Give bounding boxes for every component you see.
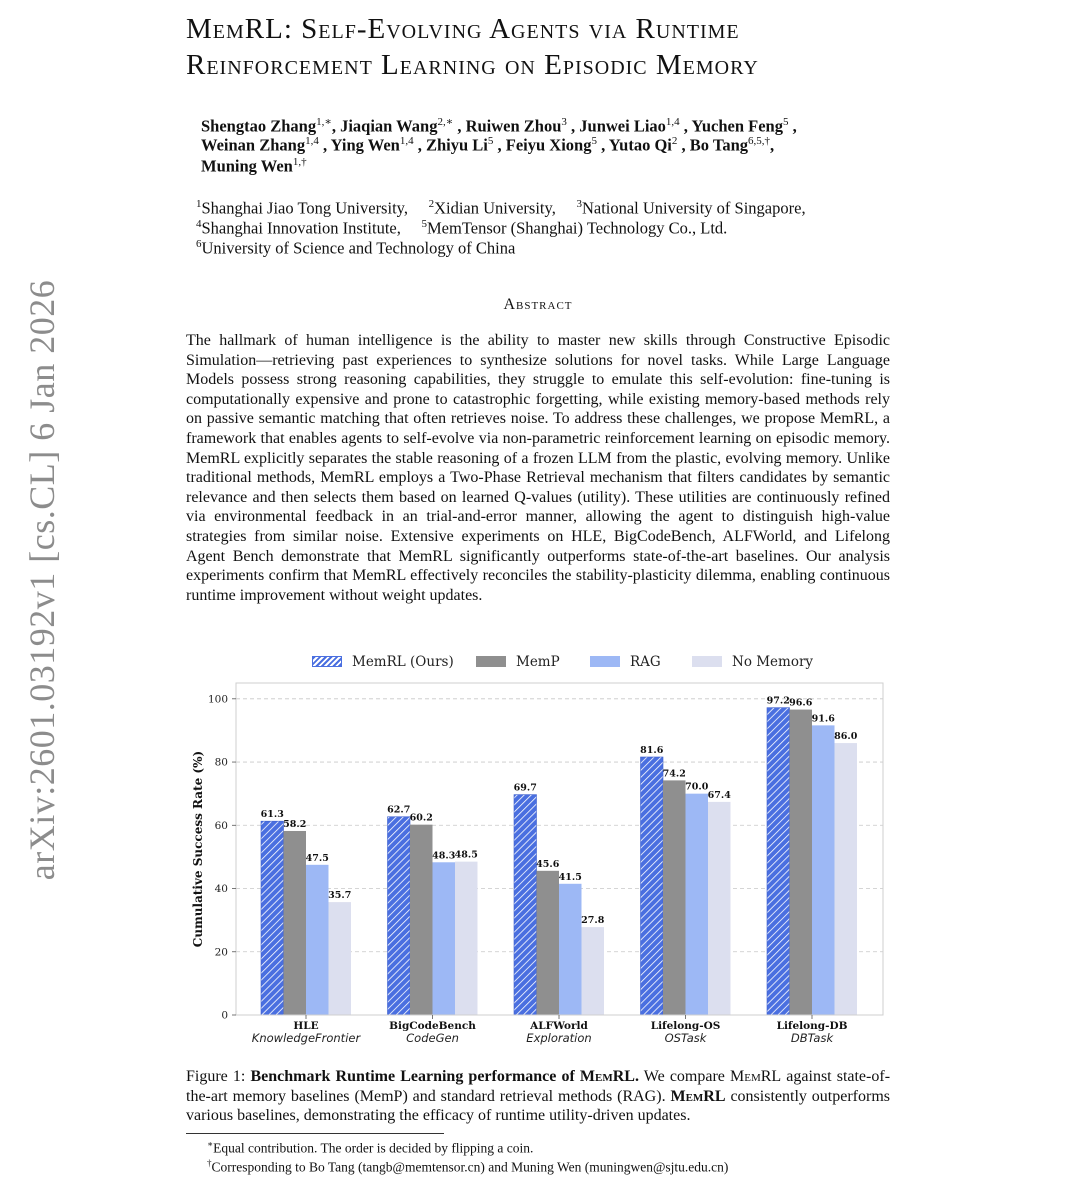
bar bbox=[708, 802, 731, 1015]
footnote-equal-contribution bbox=[207, 1139, 533, 1157]
author-name: Bo Tang bbox=[689, 135, 748, 155]
author-affil: 2 bbox=[671, 135, 678, 147]
affil-text: Shanghai Jiao Tong University, bbox=[201, 198, 429, 218]
author-sep: , bbox=[770, 135, 775, 155]
legend-swatch-no-memory bbox=[692, 656, 722, 667]
caption-name-bold: MemRL bbox=[670, 1087, 726, 1105]
author-affil: 6,5,† bbox=[748, 135, 770, 147]
bar-value-label: 62.7 bbox=[387, 804, 411, 816]
abstract-heading: Abstract bbox=[503, 296, 573, 313]
author-sep: , bbox=[596, 135, 609, 155]
bar bbox=[388, 817, 411, 1015]
x-category-subtitle: OSTask bbox=[664, 1031, 707, 1045]
caption-text: We compare bbox=[638, 1068, 731, 1085]
y-tick-label: 80 bbox=[214, 756, 228, 769]
author-sep: , bbox=[679, 116, 692, 136]
author-affil: 1,4 bbox=[665, 116, 680, 128]
author-affil: 5 bbox=[782, 116, 789, 128]
author-line-2 bbox=[201, 135, 774, 156]
author-sep: , bbox=[318, 135, 331, 155]
bar bbox=[559, 884, 582, 1015]
bar-value-label: 69.7 bbox=[513, 782, 537, 794]
bar-value-label: 41.5 bbox=[558, 871, 582, 883]
bar bbox=[306, 865, 329, 1015]
legend-swatch-memp bbox=[476, 656, 506, 667]
bar bbox=[514, 795, 537, 1015]
y-axis-label: Cumulative Success Rate (%) bbox=[191, 750, 205, 948]
footnote-corresponding bbox=[207, 1158, 728, 1176]
bar-value-label: 35.7 bbox=[328, 890, 352, 902]
bar-value-label: 58.2 bbox=[283, 818, 307, 830]
x-category-label: ALFWorld bbox=[530, 1020, 588, 1032]
affil-text: Xidian University, bbox=[434, 198, 577, 218]
affil-text: National University of Singapore, bbox=[581, 198, 806, 218]
author-affil: 3 bbox=[561, 116, 567, 128]
bar-value-label: 47.5 bbox=[305, 852, 329, 864]
bar-value-label: 27.8 bbox=[581, 915, 605, 927]
bar bbox=[686, 794, 709, 1015]
bar bbox=[329, 902, 352, 1015]
legend-swatch-rag bbox=[590, 656, 620, 667]
bar bbox=[641, 757, 664, 1015]
author-name: Junwei Liao bbox=[579, 116, 666, 136]
bar bbox=[284, 831, 307, 1015]
paper-title-line-2: Reinforcement Learning on Episodic Memory bbox=[186, 49, 759, 81]
legend-label: No Memory bbox=[732, 654, 814, 670]
bar bbox=[835, 743, 858, 1015]
arxiv-identifier: arXiv:2601.03192v1 [cs.CL] 6 Jan 2026 bbox=[22, 279, 62, 881]
author-sep: , bbox=[413, 135, 426, 155]
affil-number: 6 bbox=[196, 238, 202, 250]
bar-value-label: 48.3 bbox=[432, 850, 456, 862]
affil-number: 4 bbox=[196, 218, 202, 230]
affiliation-line-2 bbox=[196, 218, 727, 239]
paper-title-line-1: MemRL: Self-Evolving Agents via Runtime bbox=[186, 13, 740, 45]
author-name: Jiaqian Wang bbox=[340, 116, 438, 136]
author-name: Weinan Zhang bbox=[201, 135, 306, 155]
bar bbox=[767, 708, 790, 1015]
legend-item-memrl bbox=[312, 654, 454, 670]
author-name: Yuchen Feng bbox=[691, 116, 783, 136]
author-name: Muning Wen bbox=[201, 156, 293, 176]
x-category-subtitle: DBTask bbox=[790, 1031, 834, 1045]
caption-bold: Benchmark Runtime Learning performance of bbox=[250, 1068, 580, 1085]
legend-item-no-memory bbox=[692, 654, 813, 670]
author-sep: , bbox=[453, 116, 466, 136]
author-line-1 bbox=[201, 115, 797, 137]
affil-text: Shanghai Innovation Institute, bbox=[201, 218, 422, 238]
caption-prefix: Figure 1: bbox=[186, 1068, 251, 1085]
caption-bold-end: . bbox=[634, 1068, 639, 1085]
bar-value-label: 91.6 bbox=[811, 713, 835, 725]
affil-number: 2 bbox=[428, 198, 435, 210]
author-sep: , bbox=[677, 135, 690, 155]
affil-number: 1 bbox=[196, 198, 202, 210]
affil-number: 3 bbox=[576, 198, 582, 210]
caption-text: against state-of-the-art memory baselines (MemP) and standard retrieval methods (RAG). bbox=[186, 1068, 891, 1105]
legend-label: MemRL (Ours) bbox=[352, 654, 454, 670]
bar bbox=[582, 927, 605, 1015]
author-name: Ruiwen Zhou bbox=[465, 116, 562, 136]
author-affil: 2,∗ bbox=[437, 116, 454, 128]
author-name: Shengtao Zhang bbox=[201, 116, 317, 136]
legend-swatch-memrl bbox=[312, 656, 342, 667]
caption-name: MemRL bbox=[730, 1068, 782, 1085]
bar-value-label: 45.6 bbox=[536, 858, 560, 870]
author-name: Feiyu Xiong bbox=[505, 135, 592, 155]
author-sep: , bbox=[331, 116, 341, 136]
author-affil: 1,4 bbox=[305, 135, 319, 147]
x-category-label: Lifelong-DB bbox=[776, 1020, 848, 1032]
y-tick-label: 0 bbox=[221, 1009, 228, 1022]
author-affil: 5 bbox=[487, 135, 494, 147]
caption-bold-name: MemRL bbox=[579, 1068, 635, 1085]
legend-label: MemP bbox=[516, 654, 560, 670]
bar bbox=[812, 725, 835, 1015]
author-line-3 bbox=[201, 156, 307, 177]
author-name: Zhiyu Li bbox=[425, 135, 488, 155]
y-tick-label: 40 bbox=[214, 883, 228, 896]
bar-value-label: 61.3 bbox=[260, 809, 284, 821]
y-tick-label: 20 bbox=[214, 946, 228, 959]
bar bbox=[455, 862, 478, 1015]
x-category-label: HLE bbox=[293, 1020, 319, 1032]
legend-item-memp bbox=[476, 654, 560, 670]
affil-text: MemTensor (Shanghai) Technology Co., Ltd. bbox=[426, 218, 728, 238]
bar-value-label: 81.6 bbox=[640, 744, 664, 756]
bar bbox=[261, 821, 284, 1015]
legend-label: RAG bbox=[630, 654, 661, 670]
bar-value-label: 48.5 bbox=[454, 849, 478, 861]
bar bbox=[410, 825, 433, 1015]
bar-value-label: 96.6 bbox=[789, 697, 813, 709]
author-sep: , bbox=[788, 116, 797, 136]
x-category-subtitle: CodeGen bbox=[406, 1031, 459, 1045]
bar-chart bbox=[186, 680, 890, 1052]
bar-value-label: 67.4 bbox=[707, 789, 731, 801]
bar-value-label: 86.0 bbox=[834, 731, 858, 743]
y-tick-label: 100 bbox=[207, 693, 228, 706]
legend-item-rag bbox=[590, 654, 661, 670]
affiliation-line-1 bbox=[196, 198, 806, 219]
author-name: Yutao Qi bbox=[608, 135, 672, 155]
abstract-body: The hallmark of human intelligence is the ability to master new skills through Constructive Episodic Simulation—retrieving past experiences to synthesize solutions for novel tasks. While Large Language Models possess strong reasoning capabilities, they struggle to emulate this self-evolution: fine-tuning is computationally expensive and prone to catastrophic forgetting, while existing memory-based methods rely on passive semantic matching that often retrieves noise. To address these challenges, we propose MemRL, a framework that enables agents to self-evolve via non-parametric reinforcement learning on episodic memory. MemRL explicitly separates the stable reasoning of a frozen LLM from the plastic, evolving memory. Unlike traditional methods, MemRL employs a Two-Phase Retrieval mechanism that filters candidates by semantic relevance and then selects them based on learned Q-values (utility). These utilities are continuously refined via environmental feedback in an trial-and-error manner, allowing the agent to distinguish high-value strategies from similar noise. Extensive experiments on HLE, BigCodeBench, ALFWorld, and Lifelong Agent Bench demonstrate that MemRL significantly outperforms state-of-the-art baselines. Our analysis experiments confirm that MemRL effectively reconciles the stability-plasticity dilemma, enabling continuous runtime improvement without weight updates. bbox=[186, 332, 890, 604]
bar-value-label: 60.2 bbox=[409, 812, 433, 824]
bar bbox=[433, 862, 456, 1015]
bar-value-label: 97.2 bbox=[766, 695, 790, 707]
figure-caption bbox=[186, 1067, 890, 1126]
footnote-rule bbox=[186, 1133, 444, 1134]
author-name: Ying Wen bbox=[330, 135, 400, 155]
author-affil: 5 bbox=[591, 135, 597, 147]
author-affil: 1,† bbox=[292, 156, 307, 168]
author-sep: , bbox=[566, 116, 580, 136]
x-category-subtitle: Exploration bbox=[526, 1031, 592, 1045]
bar bbox=[663, 780, 686, 1015]
affil-text: University of Science and Technology of China bbox=[201, 238, 516, 258]
footnote-mark: ∗ bbox=[207, 1139, 214, 1149]
x-category-subtitle: KnowledgeFrontier bbox=[251, 1031, 361, 1045]
caption-text: consistently outperforms various baselines, demonstrating the efficacy of runtime utility-driven updates. bbox=[186, 1087, 891, 1125]
affil-number: 5 bbox=[421, 218, 427, 230]
footnote-mark: † bbox=[207, 1158, 212, 1168]
bar-value-label: 70.0 bbox=[685, 781, 709, 793]
x-category-label: Lifelong-OS bbox=[650, 1020, 721, 1032]
y-tick-label: 60 bbox=[214, 819, 228, 832]
x-category-label: BigCodeBench bbox=[389, 1020, 476, 1032]
bar bbox=[537, 871, 560, 1015]
footnote-text: Equal contribution. The order is decided by flipping a coin. bbox=[213, 1140, 534, 1156]
author-affil: 1,4 bbox=[399, 135, 414, 147]
affiliation-line-3 bbox=[196, 238, 515, 259]
bar-value-label: 74.2 bbox=[662, 768, 686, 780]
bar bbox=[790, 710, 813, 1015]
footnote-text: Corresponding to Bo Tang (tangb@memtensor.cn) and Muning Wen (muningwen@sjtu.edu.cn) bbox=[211, 1159, 729, 1175]
author-affil: 1,∗ bbox=[316, 116, 332, 128]
author-sep: , bbox=[493, 135, 506, 155]
